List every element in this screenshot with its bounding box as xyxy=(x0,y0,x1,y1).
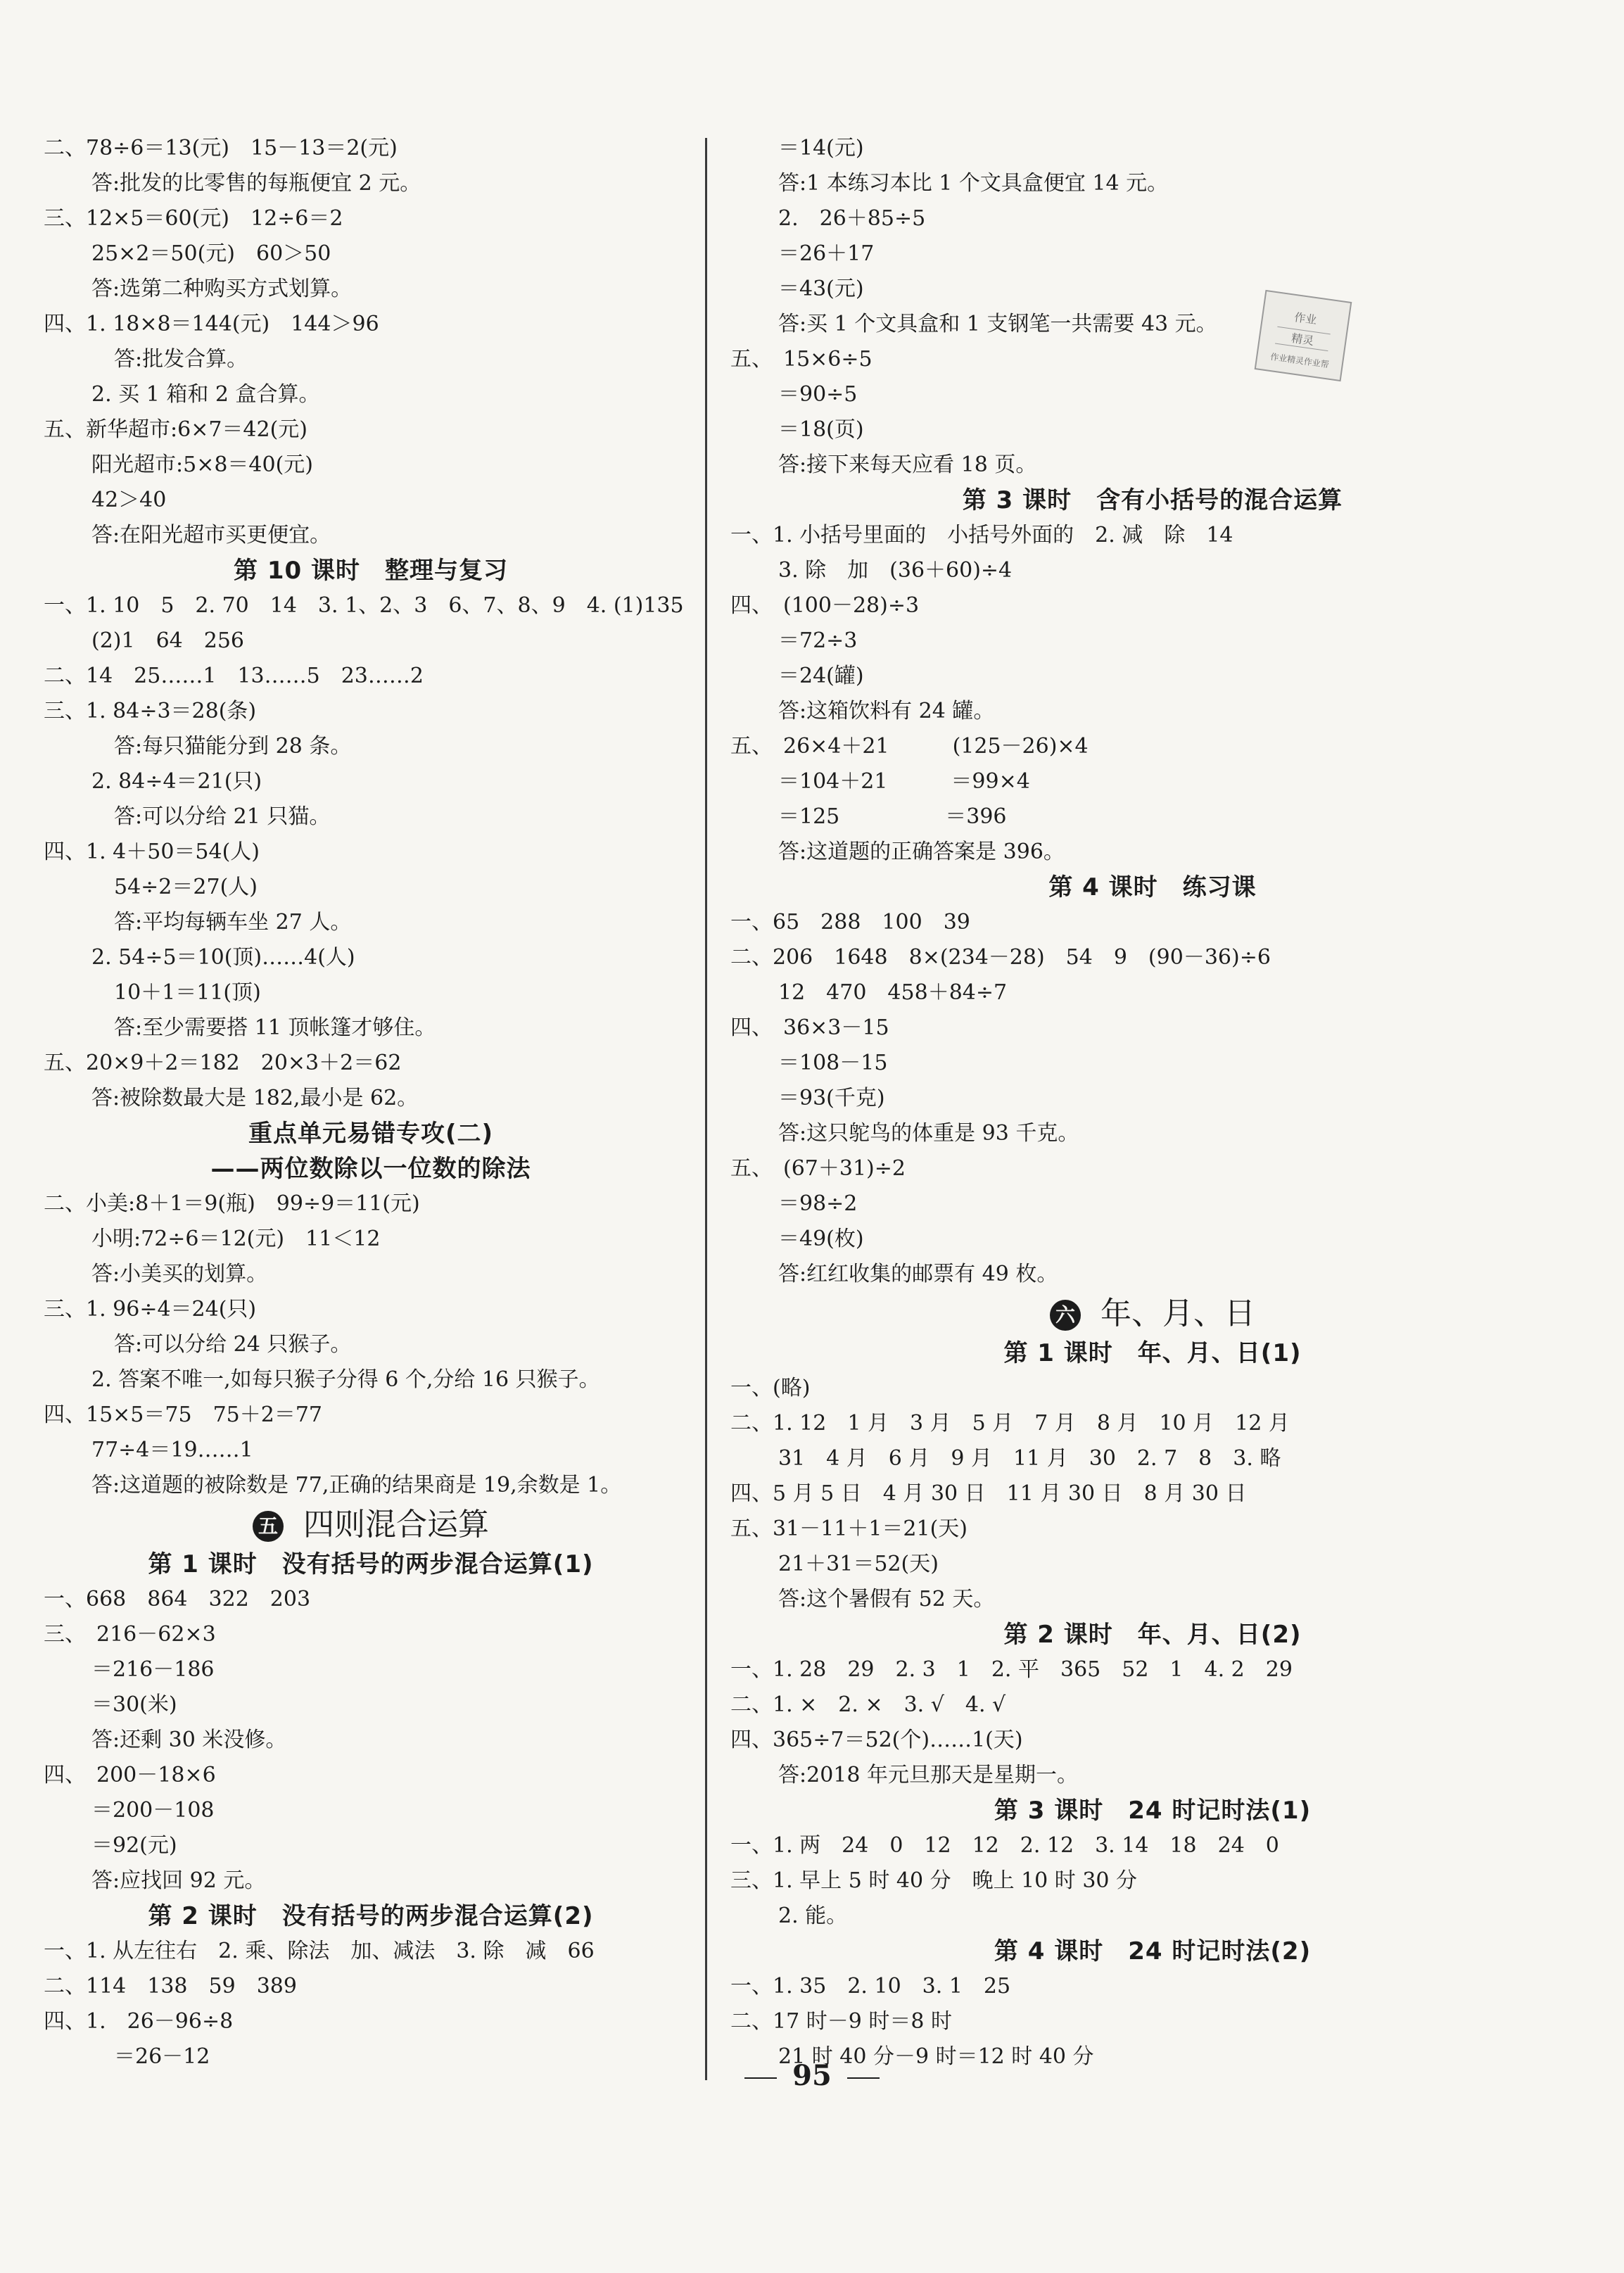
answer-line: 二、14 25……1 13……5 23……2 xyxy=(44,664,424,688)
answer-line: 77÷4＝19……1 xyxy=(91,1438,253,1462)
answer-line: 四、 (100－28)÷3 xyxy=(730,593,920,618)
answer-line: 一、1. 28 29 2. 3 1 2. 平 365 52 1 4. 2 29 xyxy=(730,1657,1293,1682)
section-heading: 第 10 课时 整理与复习 xyxy=(234,557,508,585)
section-heading: 第 2 课时 没有括号的两步混合运算(2) xyxy=(148,1902,594,1930)
answer-line: 四、5 月 5 日 4 月 30 日 11 月 30 日 8 月 30 日 xyxy=(730,1481,1247,1506)
answer-line: 二、小美:8＋1＝9(瓶) 99÷9＝11(元) xyxy=(44,1191,420,1216)
section-heading: 第 2 课时 年、月、日(2) xyxy=(1003,1621,1302,1649)
answer-line: 三、12×5＝60(元) 12÷6＝2 xyxy=(44,206,343,231)
answer-line: 五、 26×4＋21 (125－26)×4 xyxy=(730,734,1089,759)
answer-line: ＝98÷2 xyxy=(778,1191,858,1216)
answer-line: 答:小美买的划算。 xyxy=(91,1262,268,1286)
answer-line: 答:还剩 30 米没修。 xyxy=(91,1728,287,1752)
answer-line: 一、1. 10 5 2. 70 14 3. 1、2、3 6、7、8、9 4. (1)135 xyxy=(44,593,684,618)
chapter-title xyxy=(44,1503,698,1547)
answer-line: ＝18(页) xyxy=(778,417,864,442)
answer-line: 答:至少需要搭 11 顶帐篷才够住。 xyxy=(114,1015,436,1040)
watermark-stamp xyxy=(1255,290,1352,381)
answer-line: 答:批发的比零售的每瓶便宜 2 元。 xyxy=(91,171,421,196)
answer-line: 2. 买 1 箱和 2 盒合算。 xyxy=(91,382,320,407)
answer-line: ＝216－186 xyxy=(91,1657,215,1682)
answer-line: 二、114 138 59 389 xyxy=(44,1974,297,1999)
answer-line: ＝108－15 xyxy=(778,1051,888,1075)
page-number: 95 xyxy=(792,2059,832,2092)
answer-line: 答:可以分给 21 只猫。 xyxy=(114,804,331,829)
answer-line: 答:每只猫能分到 28 条。 xyxy=(114,734,352,759)
section-heading: 重点单元易错专攻(二) xyxy=(248,1120,494,1148)
answer-line: ＝125 ＝396 xyxy=(778,804,1007,829)
answer-line: ＝14(元) xyxy=(778,136,864,160)
right-column xyxy=(730,131,1575,2075)
answer-line: 21＋31＝52(天) xyxy=(778,1552,939,1576)
answer-line: 2. 能。 xyxy=(778,1904,848,1928)
answer-line: 答:2018 年元旦那天是星期一。 xyxy=(778,1763,1078,1787)
answer-line: 三、 216－62×3 xyxy=(44,1622,216,1647)
answer-line: 42＞40 xyxy=(91,488,167,512)
answer-line: 答:这道题的正确答案是 396。 xyxy=(778,840,1065,864)
answer-line: 四、1. 4＋50＝54(人) xyxy=(44,840,260,864)
answer-line: 3. 除 加 (36＋60)÷4 xyxy=(778,558,1013,583)
answer-line: ＝72÷3 xyxy=(778,628,858,653)
answer-line: 四、 36×3－15 xyxy=(730,1015,889,1040)
answer-line: ＝93(千克) xyxy=(778,1086,885,1110)
section-heading: 第 1 课时 没有括号的两步混合运算(1) xyxy=(148,1550,594,1578)
stamp-line-1: 作业 xyxy=(1293,310,1318,327)
chapter-title-text: 四则混合运算 xyxy=(303,1507,489,1543)
answer-line: 三、1. 84÷3＝28(条) xyxy=(44,699,257,723)
chapter-number-badge: 五 xyxy=(253,1511,284,1542)
answer-line: ＝43(元) xyxy=(778,277,864,301)
page-number-row xyxy=(0,2058,1624,2094)
answer-line: 五、 15×6÷5 xyxy=(730,347,873,372)
section-heading: 第 3 课时 含有小括号的混合运算 xyxy=(962,486,1343,514)
answer-line: ＝104＋21 ＝99×4 xyxy=(778,769,1030,794)
answer-line: 五、新华超市:6×7＝42(元) xyxy=(44,417,307,442)
answer-line: 答:在阳光超市买更便宜。 xyxy=(91,523,331,547)
answer-line: 二、1. × 2. × 3. √ 4. √ xyxy=(730,1692,1006,1717)
answer-line: 答:1 本练习本比 1 个文具盒便宜 14 元。 xyxy=(778,171,1169,196)
answer-line: 答:被除数最大是 182,最小是 62。 xyxy=(91,1086,419,1110)
answer-line: 54÷2＝27(人) xyxy=(114,875,258,899)
answer-line: 答:红红收集的邮票有 49 枚。 xyxy=(778,1262,1058,1286)
answer-line: 三、1. 早上 5 时 40 分 晚上 10 时 30 分 xyxy=(730,1868,1138,1893)
answer-line: 答:这道题的被除数是 77,正确的结果商是 19,余数是 1。 xyxy=(91,1473,622,1498)
answer-line: 答:这箱饮料有 24 罐。 xyxy=(778,699,995,723)
answer-line: 25×2＝50(元) 60＞50 xyxy=(91,241,331,266)
answer-line: 答:批发合算。 xyxy=(114,347,248,372)
answer-line: ＝24(罐) xyxy=(778,664,864,688)
answer-line: ＝26－12 xyxy=(114,2044,210,2069)
answer-line: 五、20×9＋2＝182 20×3＋2＝62 xyxy=(44,1051,402,1075)
stamp-line-2: 精灵 xyxy=(1275,327,1331,351)
section-heading: 第 4 课时 练习课 xyxy=(1048,873,1257,901)
answer-line: 10＋1＝11(顶) xyxy=(114,980,261,1005)
answer-line: 答:买 1 个文具盒和 1 支钢笔一共需要 43 元。 xyxy=(778,312,1217,336)
answer-line: (2)1 64 256 xyxy=(91,628,245,653)
answer-line: 五、 (67＋31)÷2 xyxy=(730,1156,906,1181)
answer-line: ＝90÷5 xyxy=(778,382,858,407)
answer-line: 一、1. 小括号里面的 小括号外面的 2. 减 除 14 xyxy=(730,523,1233,547)
answer-line: 四、1. 26－96÷8 xyxy=(44,2009,234,2034)
section-heading: 第 3 课时 24 时记时法(1) xyxy=(994,1797,1312,1825)
answer-line: 一、(略) xyxy=(730,1376,811,1400)
column-divider xyxy=(705,138,707,2080)
answer-line: 阳光超市:5×8＝40(元) xyxy=(91,452,313,477)
answer-line: 小明:72÷6＝12(元) 11＜12 xyxy=(91,1227,381,1251)
chapter-number-badge: 六 xyxy=(1050,1300,1081,1331)
answer-line: 二、206 1648 8×(234－28) 54 9 (90－36)÷6 xyxy=(730,945,1271,970)
answer-line: 2. 84÷4＝21(只) xyxy=(91,769,262,794)
answer-line: 答:应找回 92 元。 xyxy=(91,1868,266,1893)
answer-line: 二、1. 12 1 月 3 月 5 月 7 月 8 月 10 月 12 月 xyxy=(730,1411,1290,1436)
answer-line: 四、365÷7＝52(个)……1(天) xyxy=(730,1728,1023,1752)
answer-line: 二、17 时－9 时＝8 时 xyxy=(730,2009,952,2034)
answer-line: ＝49(枚) xyxy=(778,1227,864,1251)
answer-line: 答:选第二种购买方式划算。 xyxy=(91,277,353,301)
chapter-title xyxy=(730,1292,1575,1336)
answer-line: 二、78÷6＝13(元) 15－13＝2(元) xyxy=(44,136,398,160)
answer-line: ＝200－108 xyxy=(91,1798,215,1823)
answer-line: 21 时 40 分－9 时＝12 时 40 分 xyxy=(778,2044,1094,2069)
answer-line: 一、1. 从左往右 2. 乘、除法 加、减法 3. 除 减 66 xyxy=(44,1939,595,1963)
page-number-dash-left xyxy=(744,2077,777,2079)
answer-line: 答:这只鸵鸟的体重是 93 千克。 xyxy=(778,1121,1079,1146)
answer-line: 三、1. 96÷4＝24(只) xyxy=(44,1297,257,1322)
answer-line: 2. 答案不唯一,如每只猴子分得 6 个,分给 16 只猴子。 xyxy=(91,1367,600,1392)
answer-line: ＝92(元) xyxy=(91,1833,177,1858)
answer-line: 四、 200－18×6 xyxy=(44,1763,216,1787)
section-heading: 第 1 课时 年、月、日(1) xyxy=(1003,1339,1302,1367)
answer-line: 2. 54÷5＝10(顶)……4(人) xyxy=(91,945,355,970)
answer-line: 答:这个暑假有 52 天。 xyxy=(778,1587,995,1612)
answer-line: 答:接下来每天应看 18 页。 xyxy=(778,452,1037,477)
page-number-dash-right xyxy=(847,2077,880,2079)
chapter-title-text: 年、月、日 xyxy=(1100,1296,1255,1331)
answer-line: ＝26＋17 xyxy=(778,241,875,266)
answer-line: 2. 26＋85÷5 xyxy=(778,206,926,231)
answer-line: 31 4 月 6 月 9 月 11 月 30 2. 7 8 3. 略 xyxy=(778,1446,1281,1471)
answer-line: 一、668 864 322 203 xyxy=(44,1587,311,1612)
answer-line: 一、1. 35 2. 10 3. 1 25 xyxy=(730,1974,1011,1999)
stamp-line-3: 作业精灵作业帮 xyxy=(1269,351,1330,370)
answer-line: 四、1. 18×8＝144(元) 144＞96 xyxy=(44,312,379,336)
answer-line: 五、31－11＋1＝21(天) xyxy=(730,1517,968,1541)
answer-line: 答:平均每辆车坐 27 人。 xyxy=(114,910,352,935)
left-column xyxy=(44,131,698,2075)
answer-line: 一、1. 两 24 0 12 12 2. 12 3. 14 18 24 0 xyxy=(730,1833,1279,1858)
answer-line: 答:可以分给 24 只猴子。 xyxy=(114,1332,352,1357)
section-heading: 第 4 课时 24 时记时法(2) xyxy=(994,1937,1312,1965)
answer-line: 四、15×5＝75 75＋2＝77 xyxy=(44,1403,323,1427)
section-heading: ——两位数除以一位数的除法 xyxy=(210,1155,531,1183)
answer-line: ＝30(米) xyxy=(91,1692,177,1717)
answer-line: 12 470 458＋84÷7 xyxy=(778,980,1008,1005)
answer-line: 一、65 288 100 39 xyxy=(730,910,970,935)
